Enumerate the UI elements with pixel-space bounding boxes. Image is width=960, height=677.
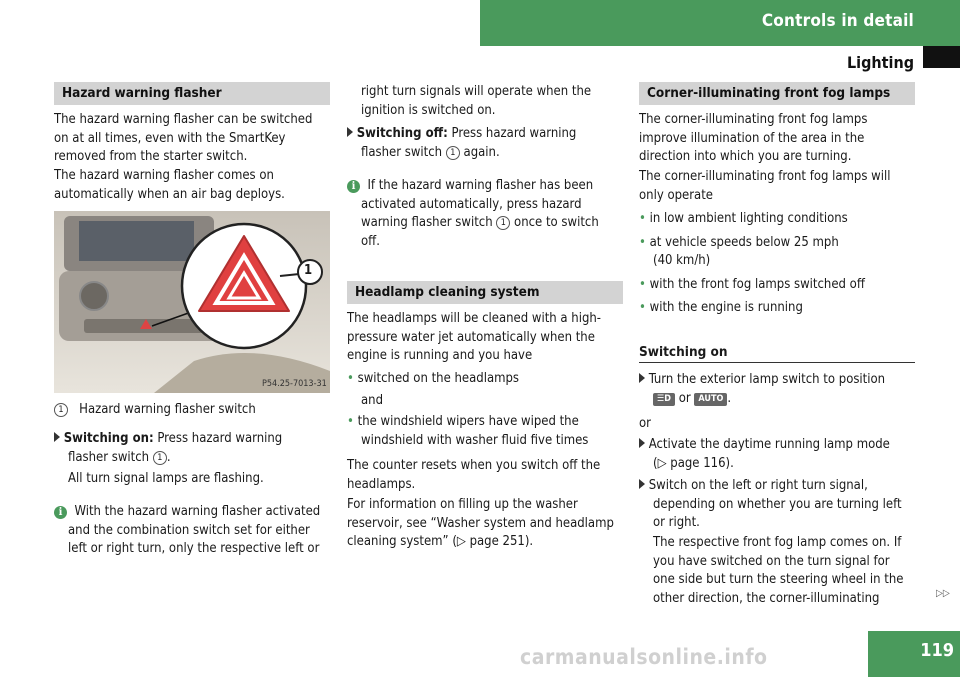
- subheading-rule: [639, 362, 915, 363]
- fog-step-2: Activate the daytime running lamp mode (▷ page 116).: [639, 436, 924, 473]
- headlamp-bullets: • switched on the headlamps and • the windshield wipers have wiped the windshield with washer fluid five times: [347, 371, 589, 448]
- hazard-paragraph-2: The hazard warning flasher comes on automatically when an air bag deploys.: [54, 168, 285, 202]
- watermark: carmanualsonline.info: [520, 645, 768, 669]
- heading-corner-fog-lamps: Corner-illuminating front fog lamps: [639, 82, 915, 105]
- step-arrow-icon: [639, 479, 645, 489]
- photo-callout-1: 1: [304, 263, 313, 278]
- info-icon: i: [54, 506, 67, 519]
- step-switch-off: Switching off: Press hazard warning flasher switch 1 again.: [347, 125, 627, 162]
- headlamp-symbol-icon: ☰D: [653, 393, 675, 406]
- auto-symbol-icon: AUTO: [694, 393, 727, 406]
- info-icon: i: [347, 180, 360, 193]
- fog-or: or: [639, 416, 651, 431]
- fog-paragraph-3: The respective front fog lamp comes on. If you have switched on the turn signal for one side but turn the steering wheel in the other direction, the corner-illuminating: [653, 535, 904, 606]
- step-arrow-icon: [54, 432, 60, 442]
- hazard-paragraph-1: The hazard warning flasher can be switched on at all times, even with the SmartKey removed from the starter switch.: [54, 112, 313, 164]
- subheading-switching-on: Switching on: [639, 344, 728, 360]
- fog-paragraph-1: The corner-illuminating front fog lamps improve illumination of the area in the direction into which you are turning.: [639, 112, 868, 164]
- step-arrow-icon: [639, 373, 645, 383]
- fog-step-3: Switch on the left or right turn signal, depending on whether you are turning left or right.: [639, 477, 924, 533]
- hazard-switch-photo: [54, 211, 330, 393]
- info-note-2: i If the hazard warning flasher has been activated automatically, press hazard warning flasher switch 1 once to switch off.: [347, 177, 627, 251]
- headlamp-paragraph-3: For information on filling up the washer reservoir, see “Washer system and headlamp cleaning system” (▷ page 251).: [347, 497, 614, 549]
- step-arrow-icon: [347, 127, 353, 137]
- heading-hazard-warning-flasher: Hazard warning flasher: [54, 82, 330, 105]
- step-arrow-icon: [639, 438, 645, 448]
- info-note-1-continued: right turn signals will operate when the ignition is switched on.: [361, 84, 592, 118]
- chapter-tab: [923, 46, 960, 68]
- continued-marker: ▷▷: [936, 588, 950, 599]
- photo-code: P54.25-7013-31: [262, 379, 327, 389]
- photo-caption: 1 Hazard warning flasher switch: [54, 401, 334, 420]
- headlamp-paragraph-1: The headlamps will be cleaned with a high- pressure water jet automatically when the engine is running and you have: [347, 311, 602, 363]
- subsection-title: Lighting: [846, 53, 914, 72]
- fog-bullets: • in low ambient lighting conditions • at vehicle speeds below 25 mph (40 km/h) • with the front fog lamps switched off • with the engine is running: [639, 211, 865, 315]
- heading-headlamp-cleaning: Headlamp cleaning system: [347, 281, 623, 304]
- info-note-1: i With the hazard warning flasher activated and the combination switch set for either left or right turn, only the respective left or: [54, 503, 334, 559]
- page-number: 119: [920, 640, 954, 661]
- section-title: Controls in detail: [761, 11, 914, 31]
- fog-paragraph-2: The corner-illuminating front fog lamps will only operate: [639, 169, 891, 203]
- headlamp-paragraph-2: The counter resets when you switch off the headlamps.: [347, 458, 601, 492]
- step-switch-on: Switching on: Press hazard warning flasher switch 1 . All turn signal lamps are flashing.: [54, 430, 334, 489]
- fog-step-1: Turn the exterior lamp switch to position ☰D or AUTO .: [639, 371, 924, 408]
